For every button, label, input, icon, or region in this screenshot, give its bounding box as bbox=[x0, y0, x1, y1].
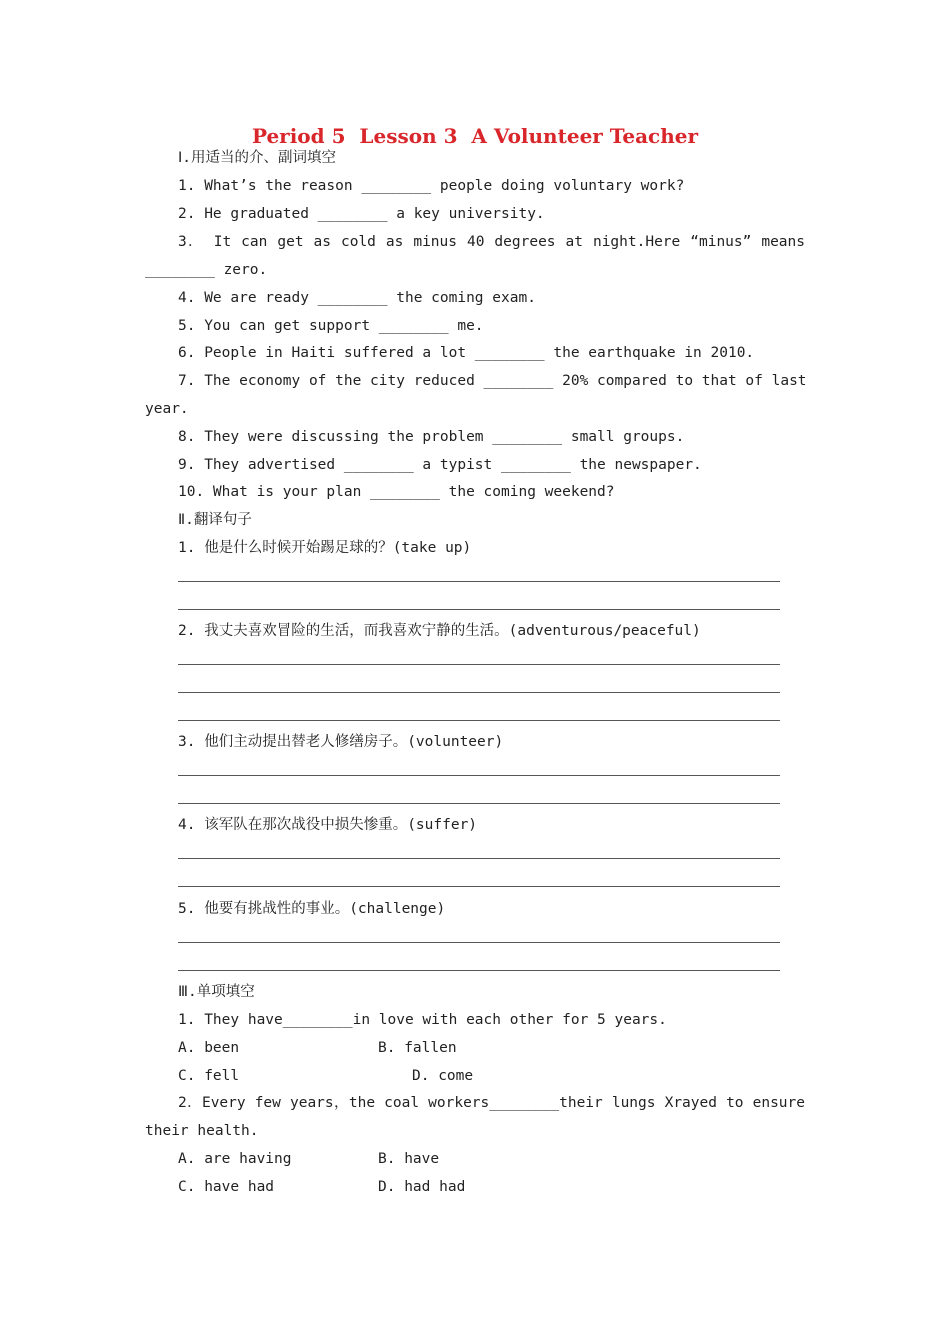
s3-q2-option-c: C. have had bbox=[178, 1179, 275, 1195]
s1-question-2: 2. He graduated ________ a key university. bbox=[178, 206, 545, 222]
section-2-heading: Ⅱ.翻译句子 bbox=[178, 512, 252, 528]
s1-question-10: 10. What is your plan ________ the coming weekend? bbox=[178, 484, 615, 500]
s1-question-7: 7. The economy of the city reduced ________ 20% compared to that of last bbox=[178, 373, 807, 389]
s3-q1-option-b: B. fallen bbox=[378, 1040, 457, 1056]
section-1-heading: Ⅰ.用适当的介、副词填空 bbox=[178, 150, 337, 166]
s3-question-2-continued: their health. bbox=[145, 1123, 259, 1139]
answer-line bbox=[178, 858, 780, 859]
s3-q1-option-c: C. fell bbox=[178, 1068, 240, 1084]
s3-q2-option-b: B. have bbox=[378, 1151, 440, 1167]
answer-line bbox=[178, 692, 780, 693]
answer-line bbox=[178, 775, 780, 776]
s3-q1-option-a: A. been bbox=[178, 1040, 240, 1056]
s1-question-8: 8. They were discussing the problem ________ small groups. bbox=[178, 429, 685, 445]
s2-question-3: 3. 他们主动提出替老人修缮房子。(volunteer) bbox=[178, 734, 504, 750]
s1-question-7-continued: year. bbox=[145, 401, 189, 417]
section-3-heading: Ⅲ.单项填空 bbox=[178, 984, 255, 1000]
answer-line bbox=[178, 664, 780, 665]
s3-q1-option-d: D. come bbox=[412, 1068, 474, 1084]
s1-question-1: 1. What’s the reason ________ people doing voluntary work? bbox=[178, 178, 685, 194]
page-title: Period 5 Lesson 3 A Volunteer Teacher bbox=[251, 124, 699, 148]
answer-line bbox=[178, 942, 780, 943]
answer-line bbox=[178, 970, 780, 971]
s2-question-2: 2. 我丈夫喜欢冒险的生活，而我喜欢宁静的生活。(adventurous/peaceful) bbox=[178, 623, 701, 639]
s1-question-3-continued: ________ zero. bbox=[145, 262, 268, 278]
s2-question-1: 1. 他是什么时候开始踢足球的？(take up) bbox=[178, 540, 472, 556]
answer-line bbox=[178, 609, 780, 610]
answer-line bbox=[178, 886, 780, 887]
s2-question-5: 5. 他要有挑战性的事业。(challenge) bbox=[178, 901, 446, 917]
s3-question-1: 1. They have________in love with each other for 5 years. bbox=[178, 1012, 667, 1028]
s1-question-9: 9. They advertised ________ a typist ________ the newspaper. bbox=[178, 457, 702, 473]
s3-q2-option-d: D. had had bbox=[378, 1179, 466, 1195]
answer-line bbox=[178, 720, 780, 721]
s3-question-2: 2．Every few years，the coal workers________their lungs Xrayed to ensure bbox=[178, 1095, 805, 1111]
s1-question-6: 6. People in Haiti suffered a lot ________ the earthquake in 2010. bbox=[178, 345, 755, 361]
s1-question-5: 5. You can get support ________ me. bbox=[178, 318, 484, 334]
s3-q2-option-a: A. are having bbox=[178, 1151, 292, 1167]
s1-question-3: 3． It can get as cold as minus 40 degrees at night.Here “minus” means bbox=[178, 234, 805, 250]
s2-question-4: 4. 该军队在那次战役中损失惨重。(suffer) bbox=[178, 817, 478, 833]
answer-line bbox=[178, 581, 780, 582]
s1-question-4: 4. We are ready ________ the coming exam. bbox=[178, 290, 536, 306]
answer-line bbox=[178, 803, 780, 804]
